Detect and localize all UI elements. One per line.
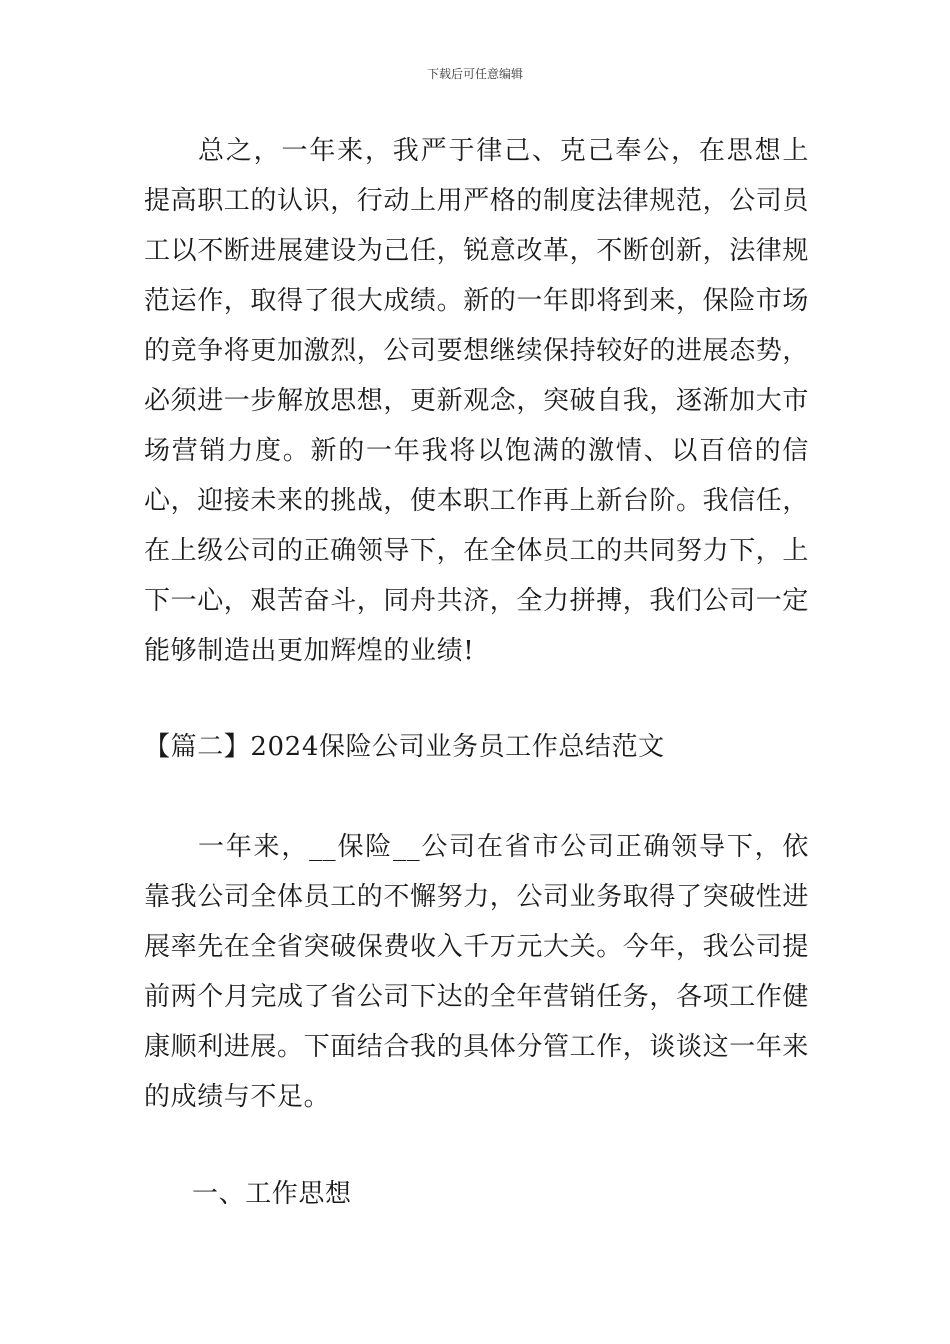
article-heading: 【篇二】2024保险公司业务员工作总结范文: [144, 732, 665, 762]
intro-paragraph: 一年来，__保险__公司在省市公司正确领导下，依靠我公司全体员工的不懈努力，公司业务取得了突破性进展率先在全省突破保费收入千万元大关。今年，我公司提前两个月完成了省公司下达的全年营销任务，各项工作健康顺利进展。下面结合我的具体分管工作，谈谈这一年来的成绩与不足。: [144, 832, 810, 1112]
section-heading: 一、工作思想: [192, 1179, 352, 1209]
page-header-note: 下载后可任意编辑: [426, 67, 523, 81]
conclusion-paragraph: 总之，一年来，我严于律己、克己奉公，在思想上提高职工的认识，行动上用严格的制度法律规范，公司员工以不断进展建设为己任，锐意改革，不断创新，法律规范运作，取得了很大成绩。新的一年即将到来，保险市场的竞争将更加激烈，公司要想继续保持较好的进展态势，必须进一步解放思想，更新观念，突破自我，逐渐加大市场营销力度。新的一年我将以饱满的激情、以百倍的信心，迎接未来的挑战，使本职工作再上新台阶。我信任，在上级公司的正确领导下，在全体员工的共同努力下，上下一心，艰苦奋斗，同舟共济，全力拼搏，我们公司一定能够制造出更加辉煌的业绩!: [144, 136, 810, 666]
